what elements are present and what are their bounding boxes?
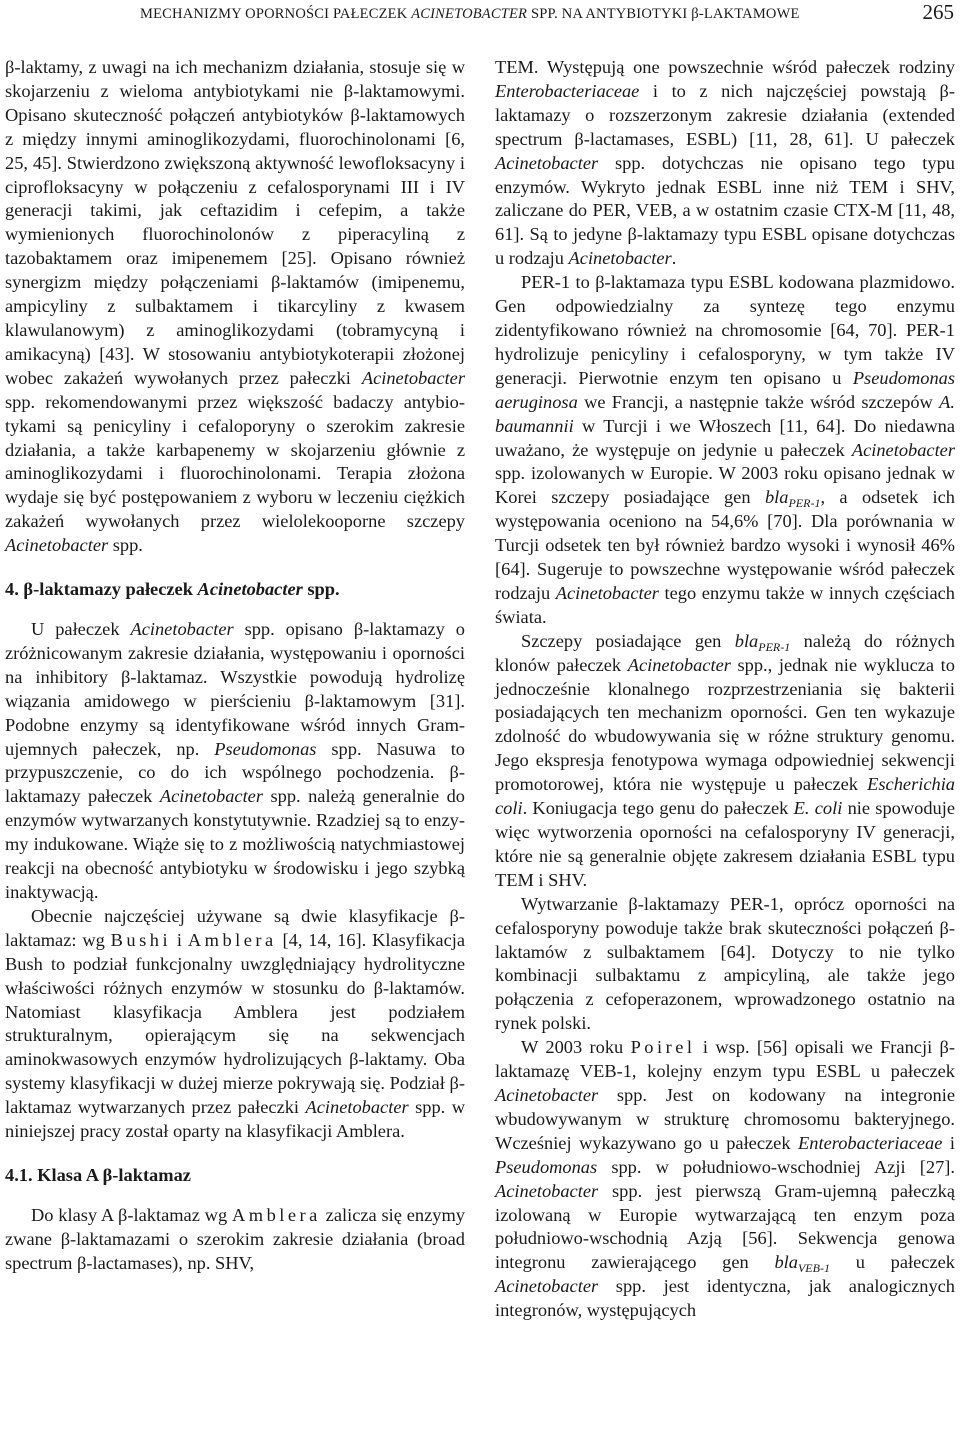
section-heading: 4.1. Klasa A β-laktamaz (5, 1164, 191, 1185)
section-heading: 4. β-laktamazy pałeczek Acinetobacter spp. (5, 579, 340, 600)
running-head: MECHANIZMY OPORNOŚCI PAŁECZEK ACINETOBACTER SPP. NA ANTYBIOTYKI β-LAKTAMOWE (140, 6, 800, 22)
page-number: 265 (922, 0, 954, 24)
paragraph: TEM. Występują one powszechnie wśród pałeczek rodziny Enterobacteriaceae i to z nich najczęściej powstają β-laktamazy o rozszerzonym zakresie działania (extended spectrum β-lactamases, ESBL) [11, 28, 61]. U pałeczek Acinetobacter spp. dotychczas nie opisano tego typu enzymów. Wykryto jednak ESBL inne niż TEM i SHV, zaliczane do PER, VEB, a w ostatnim czasie CTX-M [11, 48, 61]. Są to jedyne β-laktamazy typu ESBL opisane dotychczas u rodzaju Acinetobacter. (495, 57, 955, 269)
paragraph: Wytwarzanie β-laktamazy PER-1, oprócz oporności na cefalosporyny powoduje także brak skuteczności połączeń β-laktamów z sulbaktamem [64]. Dotyczy to nie tylko kombinacji sulbaktamu z ampicyliną, ale także jego połączenia z cefoperazonem, wprowadzonego ostatnio na rynek polski. (495, 893, 955, 1034)
left-column (5, 56, 465, 1276)
paragraph: Obecnie najczęściej używane są dwie klasyfikacje β-laktamaz: wg Bushi i Amblera [4, 14, 16]. Klasyfikacja Bush to podział funkcjonalny uwzględniający hydrolityczne właściwości różnych enzymów w stosunku do β-laktamów. Natomiast klasyfikacja Amblera jest podziałem strukturalnym, opierającym się na sekwencjach aminokwasowych enzymów hydrolizujących β-laktamy. Oba systemy klasyfikacji w dużej mierze pokrywają się. Podział β-laktamaz wytwarzanych przez pałeczki Acinetobacter spp. w niniejszej pracy został oparty na klasyfikacji Amblera. (5, 905, 466, 1142)
right-column (495, 56, 955, 1323)
paragraph: Szczepy posiadające gen bla$_{PER-1}$ należą do różnych klonów pałeczek Acinetobacter spp., jednak nie wyklucza to jednocześnie klonalnego rozprzestrzeniania się bakterii posiadających ten mechanizm oporności. Gen ten wykazuje zdolność do wbudowywania się w różne struktury genomu. Jego ekspresja fenotypowa wymaga odpowiedniej sekwencji promotorowej, która nie występuje u pałeczek Escherichia coli. Koniugacja tego genu do pałeczek E. coli nie spowoduje więc wytworzenia oporności na cefalosporyny IV generacji, które nie są generalnie objęte zakresem działania ESBL typu TEM i SHV. (495, 630, 955, 890)
page-header (0, 0, 960, 40)
paragraph: W 2003 roku Poirel i wsp. [56] opisali we Francji β-laktamazę VEB-1, kolejny enzym typu ESBL u pałeczek Acinetobacter spp. Jest on kodowany na integronie wbudowywanym w strukturę chromosomu bakteryjnego. Wcześniej wykazywano go u pałeczek Enterobacteriaceae i Pseudomonas spp. w południowo-wschodniej Azji [27]. Acinetobacter spp. jest pierwszą Gram-ujemną pałeczką izolowaną w Europie wytwarzającą ten enzym poza południowo-wschodnią Azją [56]. Sekwencja genowa integronu zawierającego gen bla$_{VEB-1}$ u pałeczek Acinetobacter spp. jest identyczna, jak analogicznych integronów, występujących (495, 1037, 956, 1321)
paragraph: U pałeczek Acinetobacter spp. opisano β-laktamazy o zróżnicowanym zakresie działania, występowaniu i oporności na inhibitory β-laktamaz. Wszystkie powodują hydrolizę wiązania amidowego w pierścieniu β-laktamowym [31]. Podobne enzymy są identyfikowane wśród innych Gram-ujemnych pałeczek, np. Pseudomonas spp. Nasuwa to przypuszczenie, co do ich wspólnego pochodzenia. β-laktamazy pałeczek Acinetobacter spp. należą generalnie do enzymów wytwarzanych konstytutywnie. Rzadziej są to enzymy indukowane. Wiąże się to z możliwością natychmiastowej reakcji na obecność antybiotyku w środowisku i jego szybką inaktywacją. (5, 619, 465, 902)
paragraph: Do klasy A β-laktamaz wg Amblera zalicza się enzymy zwane β-laktamazami o szerokim zakresie działania (broad spectrum β-lactamases), np. SHV, (5, 1204, 465, 1273)
paragraph: β-laktamy, z uwagi na ich mechanizm działania, stosuje się w skojarzeniu z wieloma antybiotykami nie β-laktamowymi. Opisano skuteczność połączeń antybiotyków β-laktamowych z między innymi aminoglikozydami, fluorochinolonami [6, 25, 45]. Stwierdzono zwiększoną aktywność lewofloksacyny i ciprofloksacyny w połączeniu z cefalosporynami III i IV generacji takimi, jak ceftazidim i cefepim, a także wymienionych fluorochinolonów z piperacyliną z tazobaktamem oraz imipenemem [25]. Opisano również synergizm między połączeniami β-laktamów (imipenemu, ampicyliny z sulbaktamem i tikarcyliny z kwasem klawulanowym) z aminoglikozydami (tobramycyną i amikacyną) [43]. W stosowaniu antybiotykoterapii złożonej wobec zakażeń wywołanych przez pałeczki Acinetobacter spp. rekomendowanymi przez większość badaczy antybiotykami są penicyliny i cefaloporyny o szerokim zakresie działania, a także karbapenemy w skojarzeniu głównie z aminoglikozydami i fluorochinolonami. Terapia złożona wydaje się być postępowaniem z wyboru w leczeniu ciężkich zakażeń wywołanych przez wielolekooporne szczepy Acinetobacter spp. (5, 57, 465, 556)
paragraph: PER-1 to β-laktamaza typu ESBL kodowana plazmidowo. Gen odpowiedzialny za syntezę tego enzymu zidentyfikowano również na chromosomie [64, 70]. PER-1 hydrolizuje penicyliny i cefalosporyny, w tym także IV generacji. Pierwotnie enzym ten opisano u Pseudomonas aeruginosa we Francji, a następnie także wśród szczepów A. baumannii w Turcji i we Włoszech [11, 64]. Do niedawna uważano, że występuje on jedynie u pałeczek Acinetobacter spp. izolowanych w Europie. W 2003 roku opisano jednak w Korei szczepy posiadające gen bla$_{PER-1}$, a odsetek ich występowania oceniono na 54,6% [70]. Dla porównania w Turcji odsetek ten był również bardzo wysoki i wynosił 46% [64]. Sugeruje to powszechne występowanie wśród pałeczek rodzaju Acinetobacter tego enzymu także w innych częściach świata. (495, 272, 956, 627)
